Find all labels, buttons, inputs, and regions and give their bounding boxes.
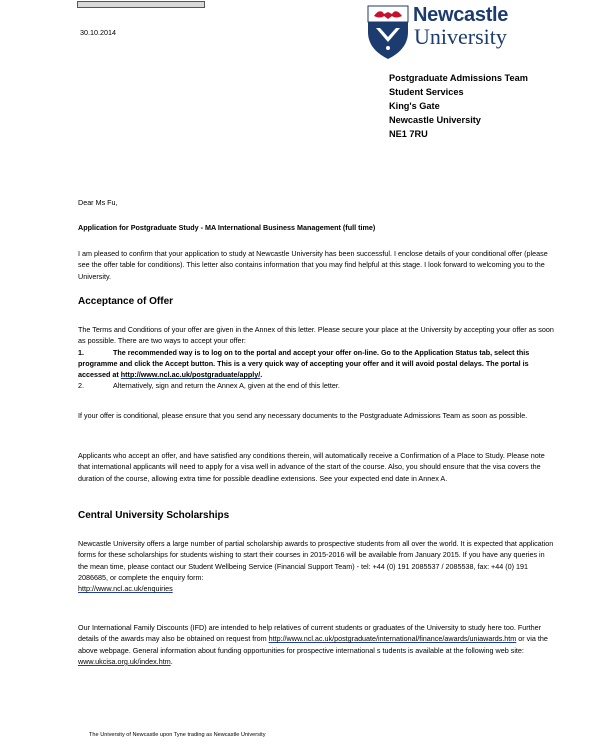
acceptance-heading: Acceptance of Offer (78, 296, 174, 307)
list-number: 2. (78, 381, 84, 391)
list-item-text: The recommended way is to log on to the portal and accept your offer on-line. Go to the Application Status tab, select this programme and click the Accept button. This is a very quick way of accepting your offer and it will avoid postal delays. The portal is accessed at http://www.ncl.ac.uk/postgraduate/apply/. (78, 347, 530, 380)
salutation: Dear Ms Fu, (78, 198, 118, 207)
ifd-paragraph: Our International Family Discounts (IFD) are intended to help relatives of current students or graduates of the University to study here too. Further details of the awards may also be obtained on request from http://www.ncl.ac.uk/postgraduate/international/finance/awards/uniawards.htm or via the above webpage. General information about funding opportunities for prospective international s tudents is available at the following web site: www.ukcisa.org.uk/index.htm. (78, 623, 548, 666)
address-line: Newcastle University (389, 115, 481, 125)
list-item (78, 380, 556, 391)
intro-paragraph: I am pleased to confirm that your application to study at Newcastle University has been successful. I enclose details of your conditional offer (please see the offer table for conditions). This letter also contains information that you may find helpful at this stage. I look forward to welcoming you to the University. (78, 249, 548, 281)
acceptance-paragraph: The Terms and Conditions of your offer are given in the Annex of this letter. Please secure your place at the University by accepting your offer as soon as possible. There are two ways to accept your offer: (78, 325, 554, 346)
shield-icon (366, 4, 410, 60)
enquiries-link[interactable]: http://www.ncl.ac.uk/enquiries (78, 584, 173, 594)
visa-paragraph: Applicants who accept an offer, and have satisfied any conditions therein, will automatically receive a Confirmation of a Place to Study. Please note that international applicants will need to apply for a visa well in advance of the start of the course. Also, you should ensure that the visa covers the duration of the course, allowing extra time for possible deadline extensions. See your expected end date in Annex A. (78, 451, 545, 483)
redaction-bar (77, 1, 205, 8)
address-line: Student Services (389, 87, 464, 97)
address-line: Postgraduate Admissions Team (389, 73, 528, 83)
portal-link[interactable]: http://www.ncl.ac.uk/postgraduate/apply/ (120, 370, 261, 380)
scholarships-heading: Central University Scholarships (78, 510, 230, 521)
conditional-paragraph: If your offer is conditional, please ensure that you send any necessary documents to the Postgraduate Admissions Team as soon as possible. (78, 411, 528, 420)
sender-address (389, 71, 528, 141)
scholarships-paragraph: Newcastle University offers a large number of partial scholarship awards to prospective students from all over the world. It is expected that application forms for these scholarships for students wishing to start their courses in 2015-2016 will be available from January 2015. If you have any queries in the mean time, please contact our Student Wellbeing Service (Financial Support Team) - tel: +44 (0) 191 2085537 / 2085538, fax: +44 (0) 191 2086685, or complete the enquiry form: http://www.ncl.ac.uk/enquiries (78, 539, 554, 594)
letter-date: 30.10.2014 (80, 28, 116, 37)
ukcisa-link[interactable]: www.ukcisa.org.uk/index.htm (78, 656, 171, 666)
acceptance-block (78, 324, 556, 392)
letter-subject: Application for Postgraduate Study - MA International Business Management (full time) (78, 223, 376, 232)
university-logo: Newcastle University (366, 4, 536, 64)
address-line: NE1 7RU (389, 129, 428, 139)
list-item-text: Alternatively, sign and return the Annex A, given at the end of this letter. (113, 381, 340, 391)
uniawards-link[interactable]: http://www.ncl.ac.uk/postgraduate/international/finance/awards/uniawards.htm (268, 634, 517, 644)
address-line: King's Gate (389, 101, 440, 111)
list-number: 1. (78, 347, 84, 357)
footer-text: The University of Newcastle upon Tyne trading as Newcastle University (89, 732, 266, 738)
